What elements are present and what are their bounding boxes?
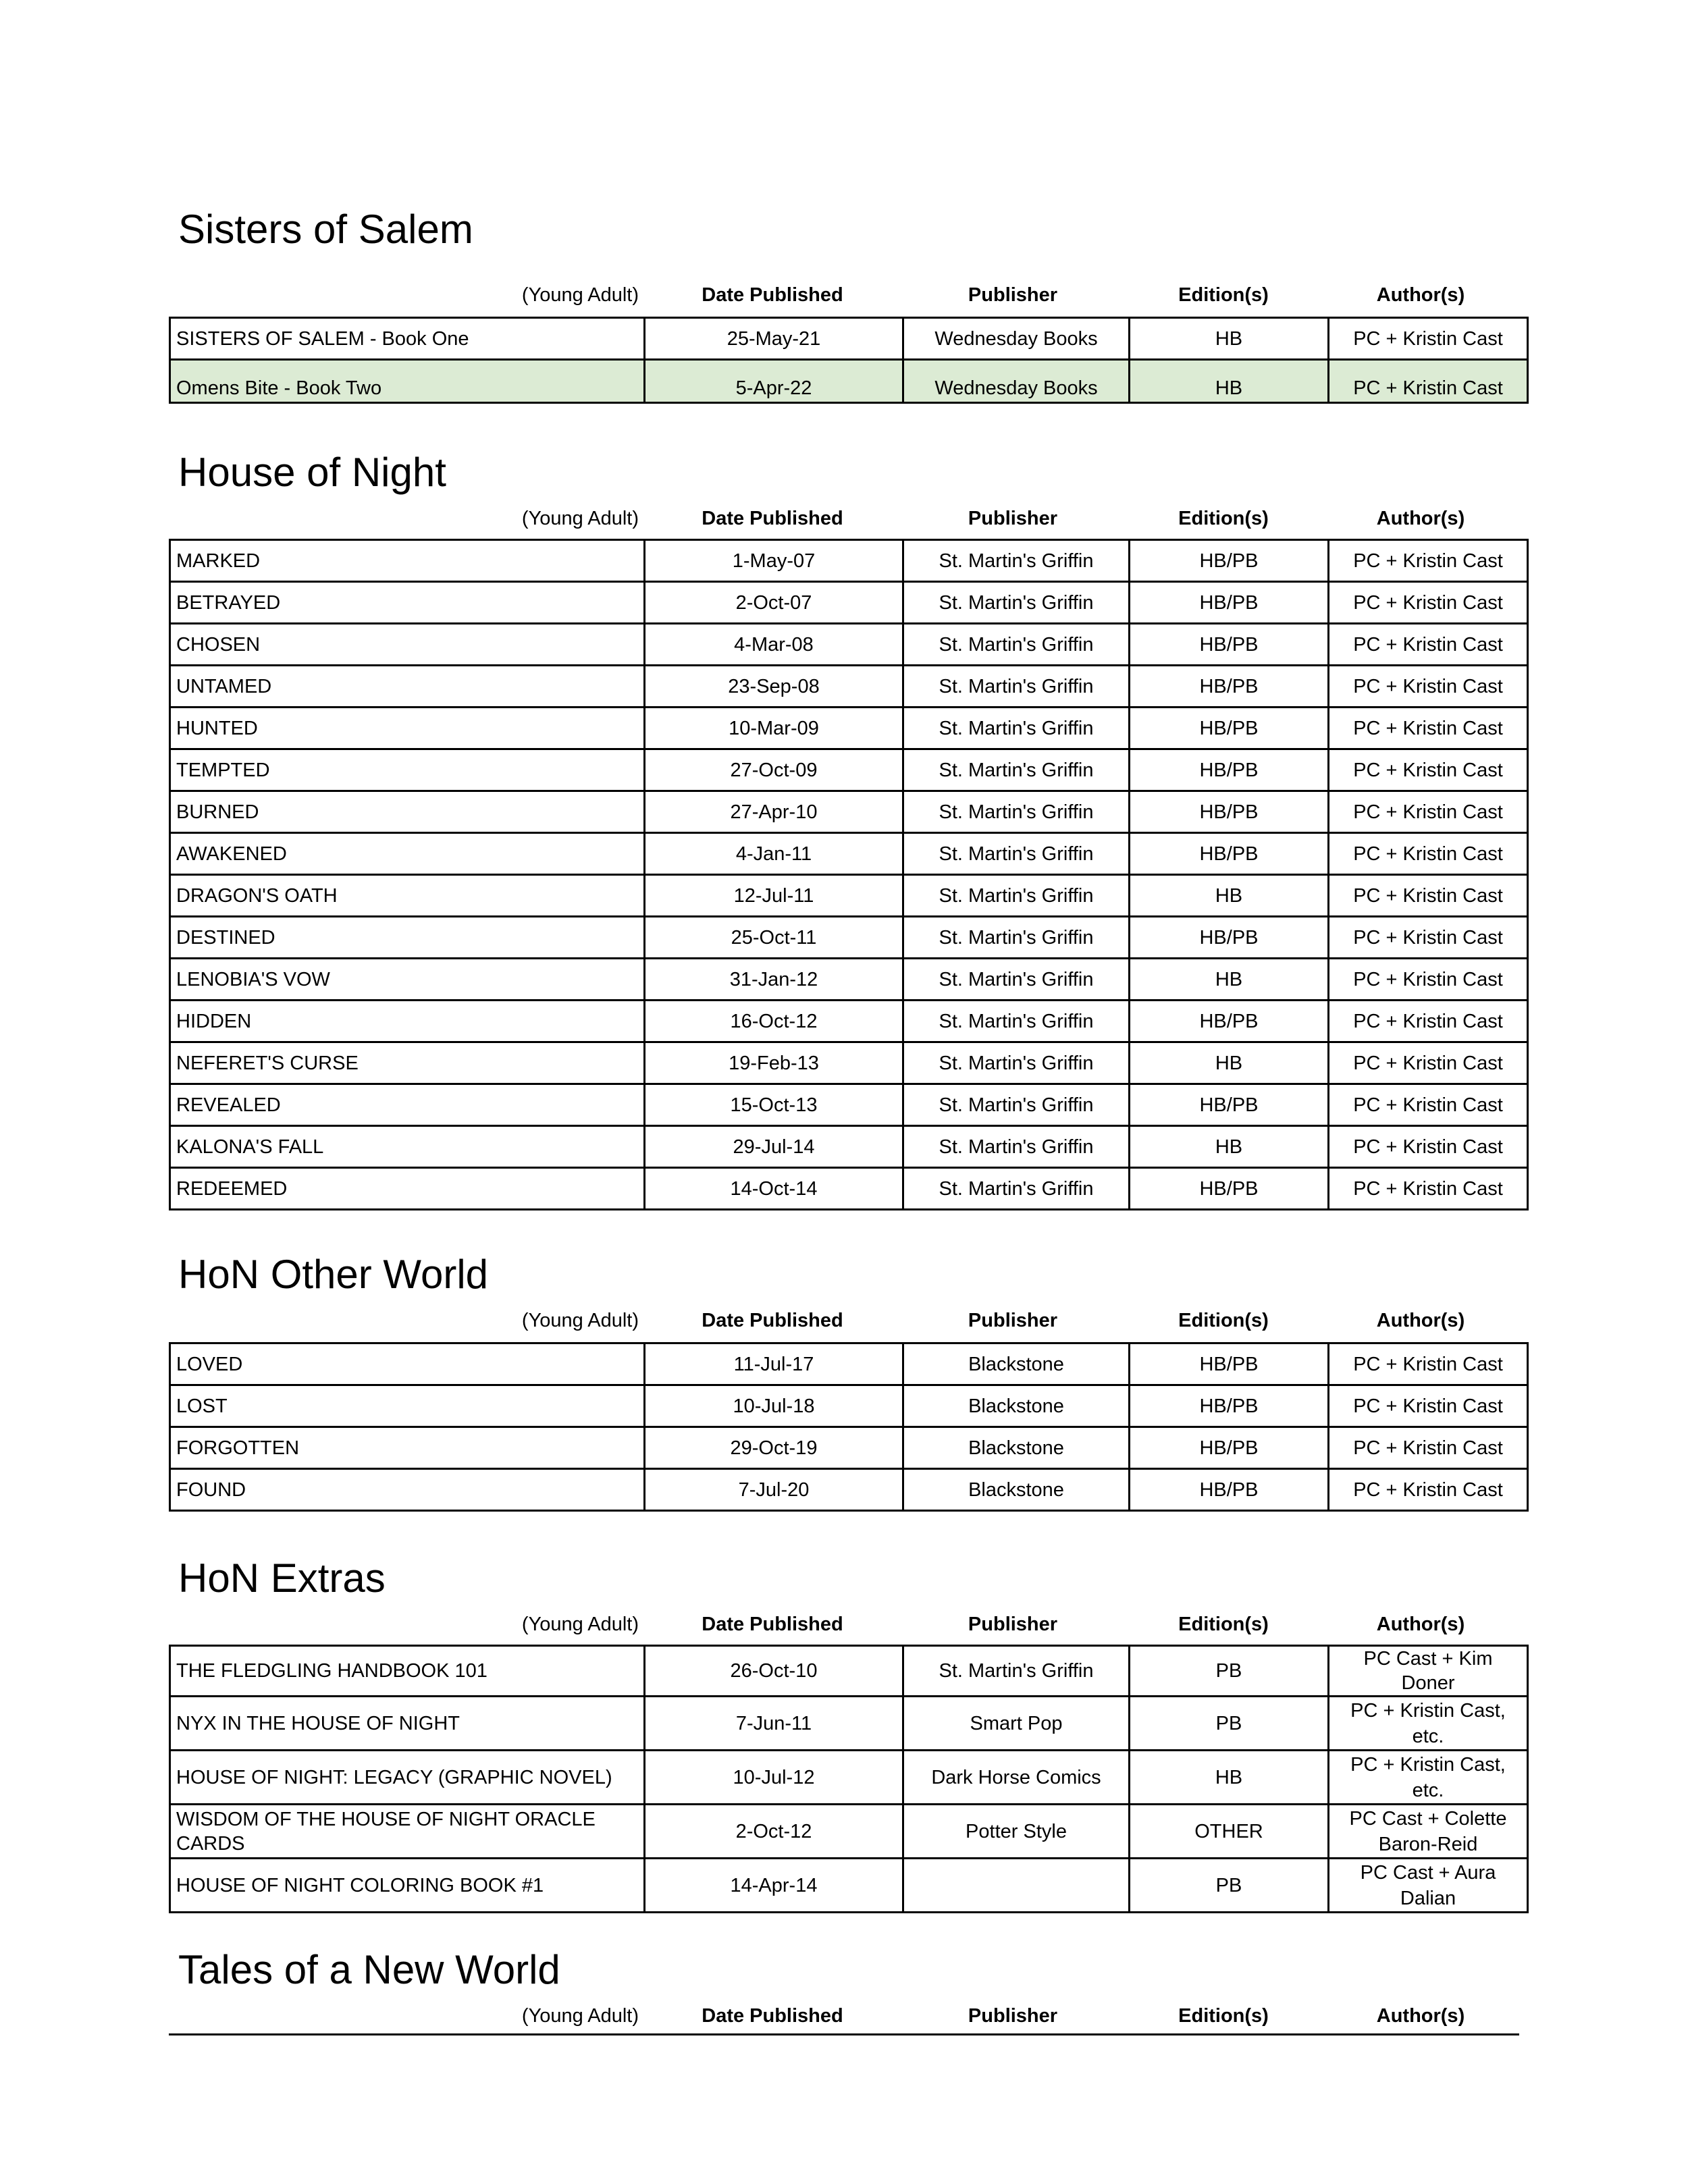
cell-title: REVEALED (170, 1084, 645, 1126)
table-row (170, 791, 1528, 833)
table-row (170, 875, 1528, 917)
cell-date: 14-Apr-14 (645, 1859, 903, 1913)
cell-title: LOVED (170, 1343, 645, 1385)
cell-date: 14-Oct-14 (645, 1168, 903, 1210)
section-title: Sisters of Salem (178, 207, 473, 252)
cell-date: 27-Apr-10 (645, 791, 903, 833)
cell-title: BETRAYED (170, 582, 645, 624)
cell-authors: PC + Kristin Cast (1329, 666, 1528, 708)
table-row (170, 666, 1528, 708)
cell-editions: HB/PB (1130, 833, 1329, 875)
table-row (170, 708, 1528, 749)
cell-publisher: St. Martin's Griffin (903, 749, 1130, 791)
cell-authors: PC + Kristin Cast (1329, 1126, 1528, 1168)
cell-authors: PC Cast + Colette Baron-Reid (1329, 1805, 1528, 1859)
books-table (169, 1342, 1529, 1512)
table-row (170, 959, 1528, 1001)
cell-authors: PC + Kristin Cast (1329, 540, 1528, 582)
books-table (169, 317, 1529, 404)
section-title: HoN Extras (178, 1555, 386, 1601)
cell-authors: PC Cast + Kim Doner (1329, 1646, 1528, 1697)
cell-authors: PC + Kristin Cast (1329, 708, 1528, 749)
cell-date: 1-May-07 (645, 540, 903, 582)
cell-authors: PC + Kristin Cast (1329, 1168, 1528, 1210)
cell-editions: HB/PB (1130, 791, 1329, 833)
table-row (170, 582, 1528, 624)
table-row (170, 1697, 1528, 1751)
cell-title: WISDOM OF THE HOUSE OF NIGHT ORACLE CARDS (170, 1805, 645, 1859)
header-date-published: Date Published (702, 508, 843, 529)
cell-date: 7-Jul-20 (645, 1469, 903, 1511)
cell-title: KALONA'S FALL (170, 1126, 645, 1168)
header-date-published: Date Published (702, 1614, 843, 1635)
cell-editions: HB/PB (1130, 1001, 1329, 1042)
cell-date: 10-Mar-09 (645, 708, 903, 749)
cell-editions: HB/PB (1130, 540, 1329, 582)
cell-title: HOUSE OF NIGHT: LEGACY (GRAPHIC NOVEL) (170, 1751, 645, 1805)
cell-publisher: St. Martin's Griffin (903, 540, 1130, 582)
header-authors: Author(s) (1376, 508, 1465, 529)
cell-date: 7-Jun-11 (645, 1697, 903, 1751)
cell-authors: PC + Kristin Cast (1329, 582, 1528, 624)
column-header-row (169, 282, 1519, 309)
cell-authors: PC + Kristin Cast (1329, 624, 1528, 666)
cell-editions: HB/PB (1130, 917, 1329, 959)
header-editions: Edition(s) (1178, 284, 1269, 306)
table-row (170, 540, 1528, 582)
cell-publisher: Smart Pop (903, 1697, 1130, 1751)
cell-editions: PB (1130, 1697, 1329, 1751)
header-publisher: Publisher (968, 1310, 1058, 1331)
cell-publisher: Wednesday Books (903, 318, 1130, 360)
header-date-published: Date Published (702, 2005, 843, 2027)
cell-title: LENOBIA'S VOW (170, 959, 645, 1001)
header-editions: Edition(s) (1178, 1310, 1269, 1331)
cell-editions: HB (1130, 1042, 1329, 1084)
cell-authors: PC + Kristin Cast (1329, 1084, 1528, 1126)
cell-editions: HB (1130, 875, 1329, 917)
cell-publisher (903, 1859, 1130, 1913)
table-row (170, 1427, 1528, 1469)
cell-date: 25-May-21 (645, 318, 903, 360)
header-editions: Edition(s) (1178, 2005, 1269, 2027)
table-row (170, 1751, 1528, 1805)
cell-date: 23-Sep-08 (645, 666, 903, 708)
cell-title: NEFERET'S CURSE (170, 1042, 645, 1084)
cell-publisher: St. Martin's Griffin (903, 1001, 1130, 1042)
cell-authors: PC + Kristin Cast (1329, 1385, 1528, 1427)
cell-date: 10-Jul-18 (645, 1385, 903, 1427)
cell-date: 5-Apr-22 (645, 360, 903, 403)
table-row (170, 1385, 1528, 1427)
cell-date: 4-Mar-08 (645, 624, 903, 666)
cell-editions: HB (1130, 1126, 1329, 1168)
header-date-published: Date Published (702, 1310, 843, 1331)
cell-title: FOUND (170, 1469, 645, 1511)
table-row (170, 1859, 1528, 1913)
cell-authors: PC + Kristin Cast (1329, 959, 1528, 1001)
cell-authors: PC + Kristin Cast (1329, 749, 1528, 791)
cell-publisher: Blackstone (903, 1343, 1130, 1385)
cell-authors: PC + Kristin Cast (1329, 1343, 1528, 1385)
header-category: (Young Adult) (521, 2005, 639, 2027)
cell-publisher: Wednesday Books (903, 360, 1130, 403)
cell-publisher: St. Martin's Griffin (903, 833, 1130, 875)
table-row-highlighted (170, 360, 1528, 403)
cell-authors: PC + Kristin Cast (1329, 1042, 1528, 1084)
header-publisher: Publisher (968, 284, 1058, 306)
header-category: (Young Adult) (521, 284, 639, 306)
cell-date: 2-Oct-12 (645, 1805, 903, 1859)
table-row (170, 833, 1528, 875)
cell-editions: HB (1130, 1751, 1329, 1805)
cell-title: SISTERS OF SALEM - Book One (170, 318, 645, 360)
cell-date: 25-Oct-11 (645, 917, 903, 959)
cell-editions: HB/PB (1130, 1168, 1329, 1210)
cell-publisher: St. Martin's Griffin (903, 1646, 1130, 1697)
section-title: HoN Other World (178, 1252, 489, 1297)
cell-editions: HB/PB (1130, 1084, 1329, 1126)
header-authors: Author(s) (1376, 2005, 1465, 2027)
header-publisher: Publisher (968, 508, 1058, 529)
cell-title: MARKED (170, 540, 645, 582)
table-row (170, 624, 1528, 666)
cell-date: 29-Jul-14 (645, 1126, 903, 1168)
cell-authors: PC + Kristin Cast (1329, 833, 1528, 875)
cell-authors: PC Cast + Aura Dalian (1329, 1859, 1528, 1913)
cell-editions: HB/PB (1130, 1427, 1329, 1469)
column-header-row (169, 505, 1519, 532)
table-row (170, 318, 1528, 360)
cell-title: CHOSEN (170, 624, 645, 666)
header-authors: Author(s) (1376, 1310, 1465, 1331)
table-row (170, 1343, 1528, 1385)
table-top-border (169, 2033, 1519, 2035)
cell-publisher: St. Martin's Griffin (903, 624, 1130, 666)
header-authors: Author(s) (1376, 284, 1465, 306)
header-category: (Young Adult) (521, 1614, 639, 1635)
header-publisher: Publisher (968, 2005, 1058, 2027)
table-row (170, 1001, 1528, 1042)
cell-date: 29-Oct-19 (645, 1427, 903, 1469)
cell-authors: PC + Kristin Cast, etc. (1329, 1697, 1528, 1751)
cell-publisher: St. Martin's Griffin (903, 582, 1130, 624)
cell-date: 15-Oct-13 (645, 1084, 903, 1126)
cell-authors: PC + Kristin Cast (1329, 917, 1528, 959)
cell-date: 2-Oct-07 (645, 582, 903, 624)
cell-editions: HB (1130, 959, 1329, 1001)
cell-publisher: St. Martin's Griffin (903, 708, 1130, 749)
cell-authors: PC + Kristin Cast (1329, 1427, 1528, 1469)
cell-publisher: St. Martin's Griffin (903, 666, 1130, 708)
cell-authors: PC + Kristin Cast (1329, 875, 1528, 917)
column-header-row (169, 2002, 1519, 2029)
table-row (170, 1469, 1528, 1511)
cell-date: 26-Oct-10 (645, 1646, 903, 1697)
cell-editions: HB/PB (1130, 1343, 1329, 1385)
cell-editions: HB/PB (1130, 666, 1329, 708)
section-title: House of Night (178, 450, 446, 495)
cell-date: 19-Feb-13 (645, 1042, 903, 1084)
cell-date: 4-Jan-11 (645, 833, 903, 875)
cell-editions: HB/PB (1130, 582, 1329, 624)
cell-publisher: St. Martin's Griffin (903, 1084, 1130, 1126)
cell-date: 10-Jul-12 (645, 1751, 903, 1805)
cell-date: 16-Oct-12 (645, 1001, 903, 1042)
cell-title: AWAKENED (170, 833, 645, 875)
cell-title: FORGOTTEN (170, 1427, 645, 1469)
table-row (170, 1646, 1528, 1697)
cell-title: HUNTED (170, 708, 645, 749)
section-title: Tales of a New World (178, 1947, 560, 1992)
cell-editions: OTHER (1130, 1805, 1329, 1859)
cell-title: TEMPTED (170, 749, 645, 791)
table-row (170, 1805, 1528, 1859)
cell-publisher: St. Martin's Griffin (903, 875, 1130, 917)
cell-authors: PC + Kristin Cast (1329, 1469, 1528, 1511)
column-header-row (169, 1611, 1519, 1638)
cell-title: BURNED (170, 791, 645, 833)
table-row (170, 917, 1528, 959)
cell-editions: PB (1130, 1646, 1329, 1697)
cell-title: THE FLEDGLING HANDBOOK 101 (170, 1646, 645, 1697)
cell-editions: HB (1130, 360, 1329, 403)
header-editions: Edition(s) (1178, 508, 1269, 529)
cell-title: LOST (170, 1385, 645, 1427)
cell-publisher: St. Martin's Griffin (903, 791, 1130, 833)
cell-date: 27-Oct-09 (645, 749, 903, 791)
table-row (170, 1168, 1528, 1210)
cell-date: 31-Jan-12 (645, 959, 903, 1001)
cell-authors: PC + Kristin Cast (1329, 360, 1528, 403)
cell-publisher: St. Martin's Griffin (903, 917, 1130, 959)
cell-editions: HB/PB (1130, 1469, 1329, 1511)
cell-editions: HB/PB (1130, 624, 1329, 666)
cell-editions: HB/PB (1130, 749, 1329, 791)
cell-date: 11-Jul-17 (645, 1343, 903, 1385)
cell-editions: HB/PB (1130, 708, 1329, 749)
cell-publisher: Blackstone (903, 1427, 1130, 1469)
cell-publisher: Potter Style (903, 1805, 1130, 1859)
header-date-published: Date Published (702, 284, 843, 306)
cell-editions: PB (1130, 1859, 1329, 1913)
table-row (170, 1042, 1528, 1084)
header-category: (Young Adult) (521, 1310, 639, 1331)
header-editions: Edition(s) (1178, 1614, 1269, 1635)
cell-publisher: Blackstone (903, 1469, 1130, 1511)
cell-authors: PC + Kristin Cast, etc. (1329, 1751, 1528, 1805)
cell-editions: HB/PB (1130, 1385, 1329, 1427)
table-row (170, 1126, 1528, 1168)
cell-editions: HB (1130, 318, 1329, 360)
cell-publisher: Blackstone (903, 1385, 1130, 1427)
books-table (169, 1645, 1529, 1913)
cell-publisher: St. Martin's Griffin (903, 959, 1130, 1001)
books-table (169, 539, 1529, 1210)
cell-title: UNTAMED (170, 666, 645, 708)
table-row (170, 1084, 1528, 1126)
cell-publisher: St. Martin's Griffin (903, 1126, 1130, 1168)
cell-publisher: Dark Horse Comics (903, 1751, 1130, 1805)
cell-title: REDEEMED (170, 1168, 645, 1210)
header-publisher: Publisher (968, 1614, 1058, 1635)
cell-title: DESTINED (170, 917, 645, 959)
cell-title: DRAGON'S OATH (170, 875, 645, 917)
header-category: (Young Adult) (521, 508, 639, 529)
cell-publisher: St. Martin's Griffin (903, 1042, 1130, 1084)
cell-authors: PC + Kristin Cast (1329, 1001, 1528, 1042)
cell-authors: PC + Kristin Cast (1329, 791, 1528, 833)
cell-authors: PC + Kristin Cast (1329, 318, 1528, 360)
header-authors: Author(s) (1376, 1614, 1465, 1635)
table-row (170, 749, 1528, 791)
cell-title: NYX IN THE HOUSE OF NIGHT (170, 1697, 645, 1751)
cell-publisher: St. Martin's Griffin (903, 1168, 1130, 1210)
cell-title: HOUSE OF NIGHT COLORING BOOK #1 (170, 1859, 645, 1913)
cell-title: Omens Bite - Book Two (170, 360, 645, 403)
cell-date: 12-Jul-11 (645, 875, 903, 917)
cell-title: HIDDEN (170, 1001, 645, 1042)
column-header-row (169, 1307, 1519, 1334)
